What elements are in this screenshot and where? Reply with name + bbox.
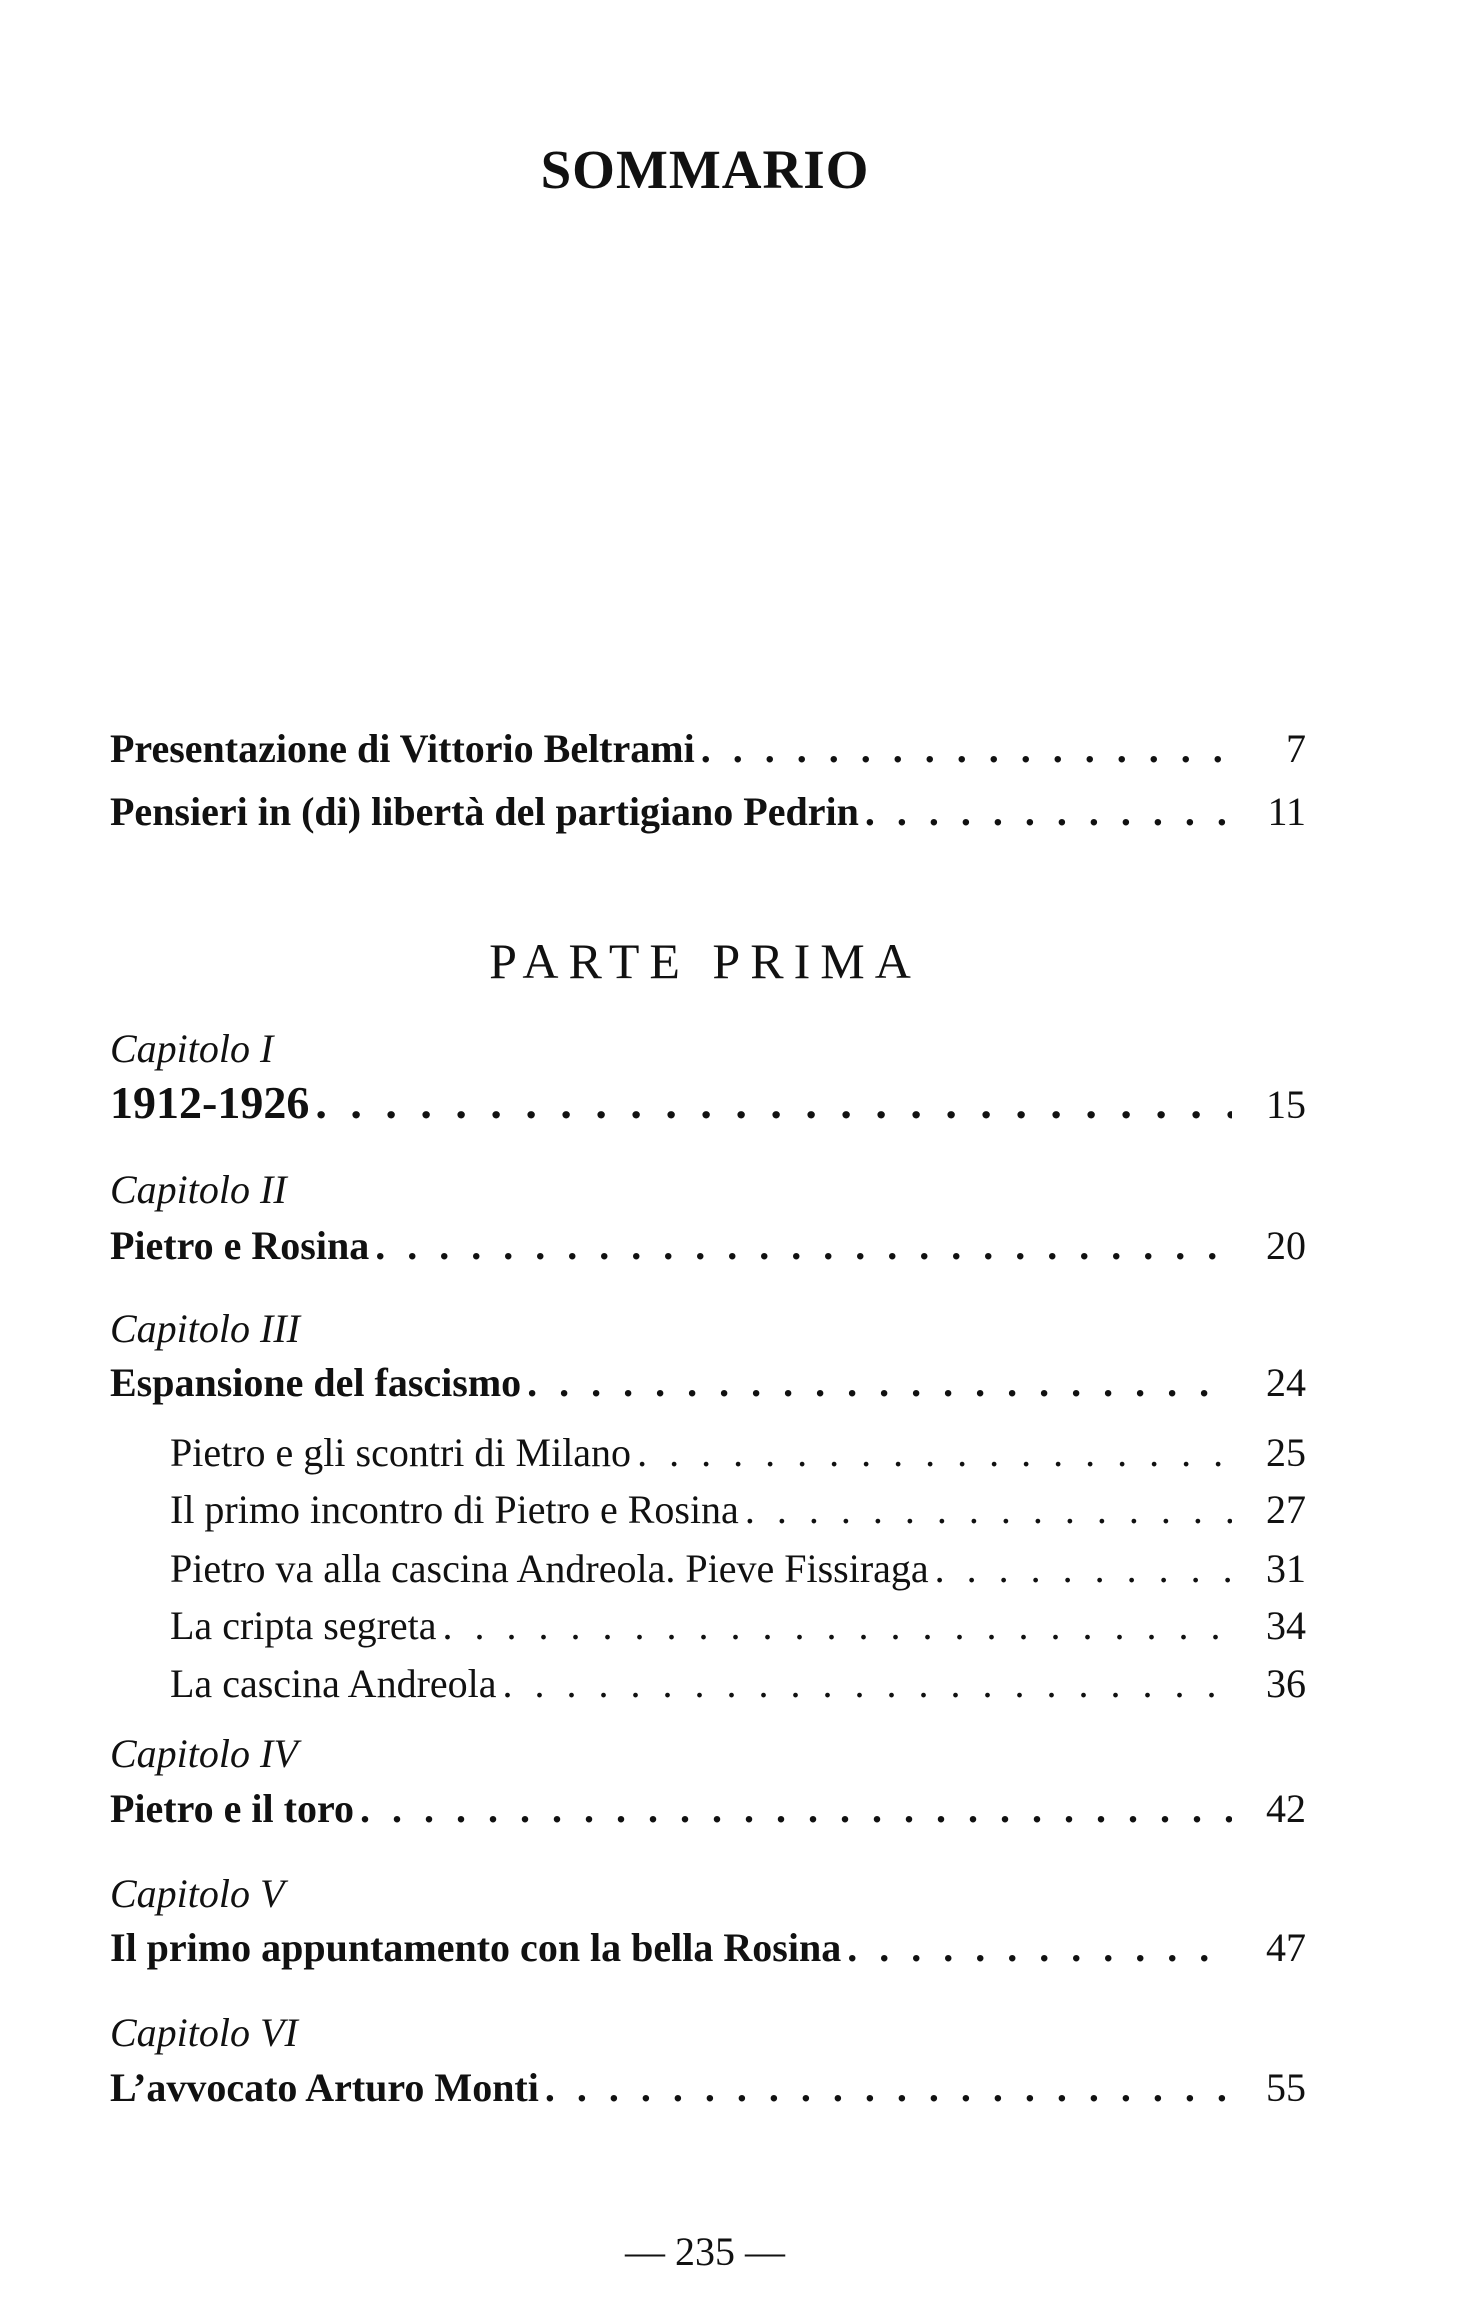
entry-title: Pietro va alla cascina Andreola. Pieve Fissiraga (170, 1546, 929, 1591)
page-number: 31 (1266, 1546, 1306, 1591)
entry-title: Pietro e Rosina (110, 1223, 370, 1268)
chapter-label: Capitolo III (110, 1306, 300, 1351)
toc-entry-chapter-2[interactable] (110, 1220, 1306, 1272)
page-number: 11 (1267, 789, 1306, 834)
entry-title: Pietro e il toro (110, 1786, 354, 1831)
toc-entry-presentazione[interactable] (110, 723, 1306, 775)
page-number: 36 (1266, 1661, 1306, 1706)
entry-title: Espansione del fascismo (110, 1360, 522, 1405)
page-number: 7 (1286, 726, 1306, 771)
toc-entry-chapter-6[interactable] (110, 2062, 1306, 2114)
dot-leader (701, 723, 1232, 775)
toc-section[interactable] (170, 1543, 1306, 1595)
toc-section[interactable] (170, 1600, 1306, 1652)
page-number: 20 (1266, 1223, 1306, 1268)
dot-leader (315, 1077, 1232, 1129)
page-number: 27 (1266, 1487, 1306, 1532)
page-number: 55 (1266, 2065, 1306, 2110)
entry-title: Il primo incontro di Pietro e Rosina (170, 1487, 739, 1532)
dot-leader (375, 1220, 1232, 1272)
page-number: 25 (1266, 1430, 1306, 1475)
entry-title: Presentazione di Vittorio Beltrami (110, 726, 695, 771)
entry-title: L’avvocato Arturo Monti (110, 2065, 539, 2110)
dot-leader (443, 1600, 1232, 1652)
entry-title: Il primo appuntamento con la bella Rosina (110, 1925, 842, 1970)
dot-leader (527, 1357, 1232, 1409)
toc-entry-pensieri[interactable] (110, 786, 1306, 838)
dot-leader (545, 2062, 1232, 2114)
page-footer-number: — 235 — (625, 2229, 785, 2274)
page-number: 24 (1266, 1360, 1306, 1405)
toc-entry-chapter-1[interactable] (110, 1077, 1306, 1129)
toc-section[interactable] (170, 1427, 1306, 1479)
dot-leader (637, 1427, 1232, 1479)
dot-leader (745, 1484, 1232, 1536)
chapter-label: Capitolo IV (110, 1731, 298, 1776)
entry-title: La cripta segreta (170, 1603, 437, 1648)
chapter-label: Capitolo V (110, 1871, 285, 1916)
toc-section[interactable] (170, 1658, 1306, 1710)
dot-leader (360, 1783, 1232, 1835)
chapter-label: Capitolo II (110, 1167, 287, 1212)
entry-title: Pietro e gli scontri di Milano (170, 1430, 632, 1475)
page-number: 47 (1266, 1925, 1306, 1970)
dot-leader (865, 786, 1232, 838)
dot-leader (503, 1658, 1232, 1710)
entry-title: 1912-1926 (110, 1077, 310, 1128)
dot-leader (935, 1543, 1232, 1595)
entry-title: Pensieri in (di) libertà del partigiano Pedrin (110, 789, 859, 834)
toc-section[interactable] (170, 1484, 1306, 1536)
part-title: PARTE PRIMA (489, 933, 921, 989)
toc-entry-chapter-3[interactable] (110, 1357, 1306, 1409)
entry-title: La cascina Andreola (170, 1661, 497, 1706)
chapter-label: Capitolo VI (110, 2010, 298, 2055)
toc-entry-chapter-4[interactable] (110, 1783, 1306, 1835)
page-number: 34 (1266, 1603, 1306, 1648)
toc-entry-chapter-5[interactable] (110, 1922, 1306, 1974)
dot-leader (847, 1922, 1232, 1974)
chapter-label: Capitolo I (110, 1026, 274, 1071)
page-number: 15 (1266, 1082, 1306, 1127)
page-title: SOMMARIO (540, 139, 870, 200)
page-number: 42 (1266, 1786, 1306, 1831)
